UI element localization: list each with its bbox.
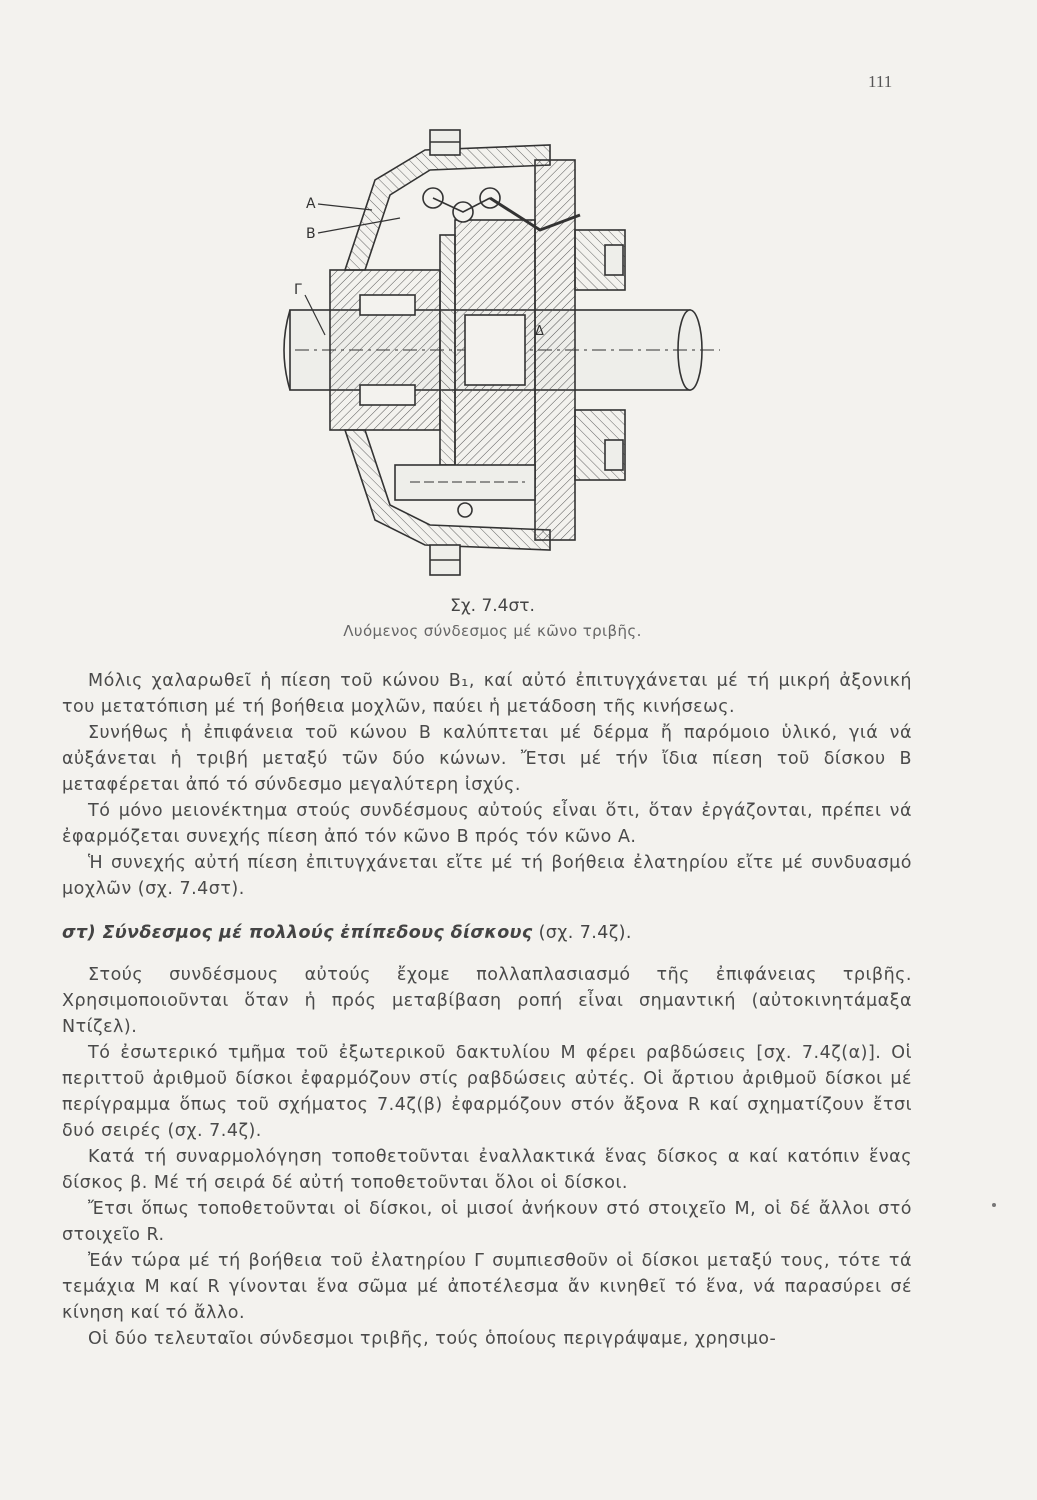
page-number: 111 (868, 72, 893, 91)
paragraph: Ἔτσι ὅπως τοποθετοῦνται οἱ δίσκοι, οἱ μισοί ἀνήκουν στό στοιχεῖο Μ, οἱ δέ ἄλλοι στό στοιχεῖο R. (62, 1199, 912, 1245)
section-heading-ref: (σχ. 7.4ζ). (538, 923, 632, 943)
coupling-drawing (250, 120, 730, 590)
caption-description: Λυόμενος σύνδεσμος μέ κῶνο τριβῆς. (343, 622, 642, 640)
paragraph: Ἐάν τώρα μέ τή βοήθεια τοῦ ἐλατηρίου Γ συμπιεσθοῦν οἱ δίσκοι μεταξύ τους, τότε τά τεμάχια Μ καί R γίνονται ἕνα σῶμα μέ ἀποτέλεσμα ἄν κινηθεῖ τό ἕνα, νά παρασύρει σέ κίνηση καί τό ἄλλο. (62, 1251, 912, 1323)
paragraph: Μόλις χαλαρωθεῖ ἡ πίεση τοῦ κώνου Β₁, καί αὐτό ἐπιτυγχάνεται μέ τή μικρή ἀξονική του μετατόπιση μέ τή βοήθεια μοχλῶν, παύει ἡ μετάδοση τῆς κινήσεως. (62, 671, 912, 717)
figure-caption (0, 596, 985, 640)
label-a: A (306, 196, 316, 212)
label-g: Γ (294, 282, 302, 298)
paragraph: Κατά τή συναρμολόγηση τοποθετοῦνται ἐναλλακτικά ἕνας δίσκος α καί κατόπιν ἕνας δίσκος β. Μέ τή σειρά δέ αὐτή τοποθετοῦνται ὅλοι οἱ δίσκοι. (62, 1147, 912, 1193)
caption-title: Σχ. 7.4στ. (450, 596, 535, 616)
label-d: Δ (535, 324, 544, 339)
paragraph: Οἱ δύο τελευταῖοι σύνδεσμοι τριβῆς, τούς ὁποίους περιγράψαμε, χρησιμο- (88, 1329, 777, 1349)
paragraph: Τό μόνο μειονέκτημα στούς συνδέσμους αὐτούς εἶναι ὅτι, ὅταν ἐργάζονται, πρέπει νά ἐφαρμόζεται συνεχής πίεση ἀπό τόν κῶνο Β πρός τόν κῶνο Α. (62, 801, 912, 847)
section-heading (62, 923, 912, 943)
body-text (62, 668, 912, 1352)
paragraph: Ἡ συνεχής αὐτή πίεση ἐπιτυγχάνεται εἴτε μέ τή βοήθεια ἐλατηρίου εἴτε μέ συνδυασμό μοχλῶν (σχ. 7.4στ). (62, 853, 912, 899)
paragraph: Στούς συνδέσμους αὐτούς ἔχομε πολλαπλασιασμό τῆς ἐπιφάνειας τριβῆς. Χρησιμοποιοῦνται ὅταν ἡ πρός μεταβίβαση ροπή εἶναι σημαντική (αὐτοκινητάμαξα Ντίζελ). (62, 965, 912, 1037)
section-heading-title: στ) Σύνδεσμος μέ πολλούς ἐπίπεδους δίσκους (62, 923, 533, 943)
speck (992, 1203, 996, 1207)
paragraph: Συνήθως ἡ ἐπιφάνεια τοῦ κώνου Β καλύπτεται μέ δέρμα ἤ παρόμοιο ὑλικό, γιά νά αὐξάνεται ἡ τριβή μεταξύ τῶν δύο κώνων. Ἔτσι μέ τήν ἴδια πίεση τοῦ δίσκου Β μεταφέρεται ἀπό τό σύνδεσμο μεγαλύτερη ἰσχύς. (62, 723, 912, 795)
paragraph: Τό ἐσωτερικό τμῆμα τοῦ ἐξωτερικοῦ δακτυλίου Μ φέρει ραβδώσεις [σχ. 7.4ζ(α)]. Οἱ περιττοῦ ἀριθμοῦ δίσκοι ἐφαρμόζουν στίς ραβδώσεις αὐτές. Οἱ ἄρτιου ἀριθμοῦ δίσκοι μέ περίγραμμα ὅπως τοῦ σχήματος 7.4ζ(β) ἐφαρμόζουν στόν ἄξονα R καί σχηματίζουν ἔτσι δυό σειρές (σχ. 7.4ζ). (62, 1043, 912, 1141)
label-b: B (306, 226, 316, 242)
